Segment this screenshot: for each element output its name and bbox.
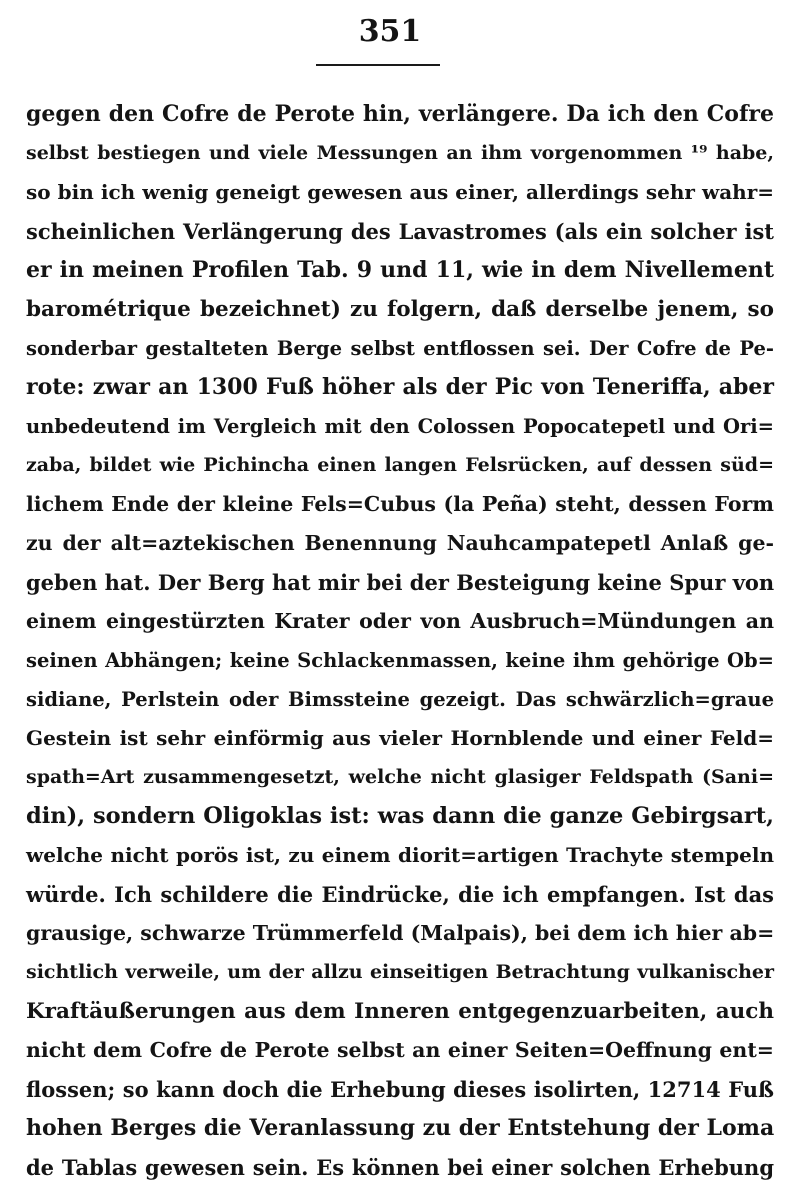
text-line: din), sondern Oligoklas ist: was dann die ganze Gebirgsart, (26, 803, 774, 829)
text-line: er in meinen Profilen Tab. 9 und 11, wie in dem Nivellement (26, 257, 774, 283)
text-line: würde. Ich schildere die Eindrücke, die ich empfangen. Ist das (26, 882, 774, 907)
text-line: sonderbar gestalteten Berge selbst entflossen sei. Der Cofre de Pe- (26, 337, 774, 360)
text-line: geben hat. Der Berg hat mir bei der Besteigung keine Spur von (26, 570, 775, 595)
text-line: einem eingestürzten Krater oder von Ausbruch=Mündungen an (26, 609, 774, 633)
text-line: barométrique bezeichnet) zu folgern, daß derselbe jenem, so (26, 297, 774, 322)
text-line: scheinlichen Verlängerung des Lavastromes (als ein solcher ist (26, 219, 774, 244)
header-rule (316, 64, 440, 66)
text-line: hohen Berges die Veranlassung zu der Entstehung der Loma (26, 1115, 775, 1141)
text-line: de Tablas gewesen sein. Es können bei einer solchen Erhebung (26, 1155, 774, 1180)
text-line: unbedeutend im Vergleich mit den Colossen Popocatepetl und Ori= (26, 415, 774, 438)
page-number: 351 (358, 14, 422, 49)
text-line: grausige, schwarze Trümmerfeld (Malpais), bei dem ich hier ab= (26, 921, 775, 945)
text-line: flossen; so kann doch die Erhebung dieses isolirten, 12714 Fuß (26, 1077, 774, 1102)
text-line: nicht dem Cofre de Perote selbst an einer Seiten=Oeffnung ent= (26, 1038, 774, 1062)
text-line: zaba, bildet wie Pichincha einen langen Felsrücken, auf dessen süd= (26, 454, 774, 476)
text-line: spath=Art zusammengesetzt, welche nicht glasiger Feldspath (Sani= (26, 766, 774, 788)
text-line: sidiane, Perlstein oder Bimssteine gezeigt. Das schwärzlich=graue (26, 688, 774, 711)
text-line: lichem Ende der kleine Fels=Cubus (la Peña) steht, dessen Form (26, 492, 774, 516)
text-line: Gestein ist sehr einförmig aus vieler Hornblende und einer Feld= (26, 726, 774, 750)
text-line: so bin ich wenig geneigt gewesen aus einer, allerdings sehr wahr= (26, 180, 774, 204)
text-line: zu der alt=aztekischen Benennung Nauhcampatepetl Anlaß ge- (26, 531, 774, 555)
text-line: gegen den Cofre de Perote hin, verlängere. Da ich den Cofre (26, 101, 774, 127)
body-text (26, 95, 774, 1187)
text-line: sichtlich verweile, um der allzu einseitigen Betrachtung vulkanischer (26, 961, 774, 983)
text-line: rote: zwar an 1300 Fuß höher als der Pic von Teneriffa, aber (26, 374, 774, 400)
text-line: selbst bestiegen und viele Messungen an ihm vorgenommen ¹⁹ habe, (26, 142, 774, 164)
text-line: seinen Abhängen; keine Schlackenmassen, keine ihm gehörige Ob= (26, 649, 774, 672)
text-line: Kraftäußerungen aus dem Inneren entgegenzuarbeiten, auch (26, 999, 774, 1024)
text-line: welche nicht porös ist, zu einem diorit=artigen Trachyte stempeln (26, 843, 774, 867)
